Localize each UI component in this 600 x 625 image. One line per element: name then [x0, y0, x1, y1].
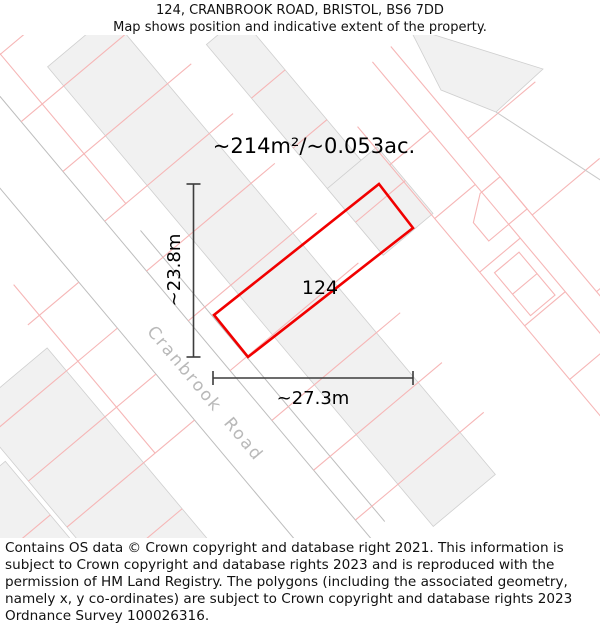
header-subtitle: Map shows position and indicative extent of the property.	[113, 20, 487, 35]
road-name-label: Cranbrook Road	[142, 322, 268, 466]
map-canvas	[0, 35, 600, 538]
corner-building	[409, 35, 600, 183]
building-strips	[0, 35, 587, 538]
area-label: ~214m²/~0.053ac.	[212, 134, 416, 158]
height-dimension-label: ~23.8m	[164, 233, 185, 307]
width-dimension-label: ~27.3m	[276, 388, 350, 409]
footer	[5, 540, 597, 625]
footer-text: Contains OS data © Crown copyright and database right 2021. This information is subject to Crown copyright and database rights 2023 and is reproduced with the permission of HM Land Registry. The polygons (including the associated geometry, namely x, y co-ordinates) are subject to Crown copyright and database rights 2023 Ordnance Survey 100026316.	[5, 540, 573, 624]
plot-number-label: 124	[301, 277, 339, 299]
background-parcels	[0, 35, 600, 538]
header-title: 124, CRANBROOK ROAD, BRISTOL, BS6 7DD	[156, 3, 444, 18]
